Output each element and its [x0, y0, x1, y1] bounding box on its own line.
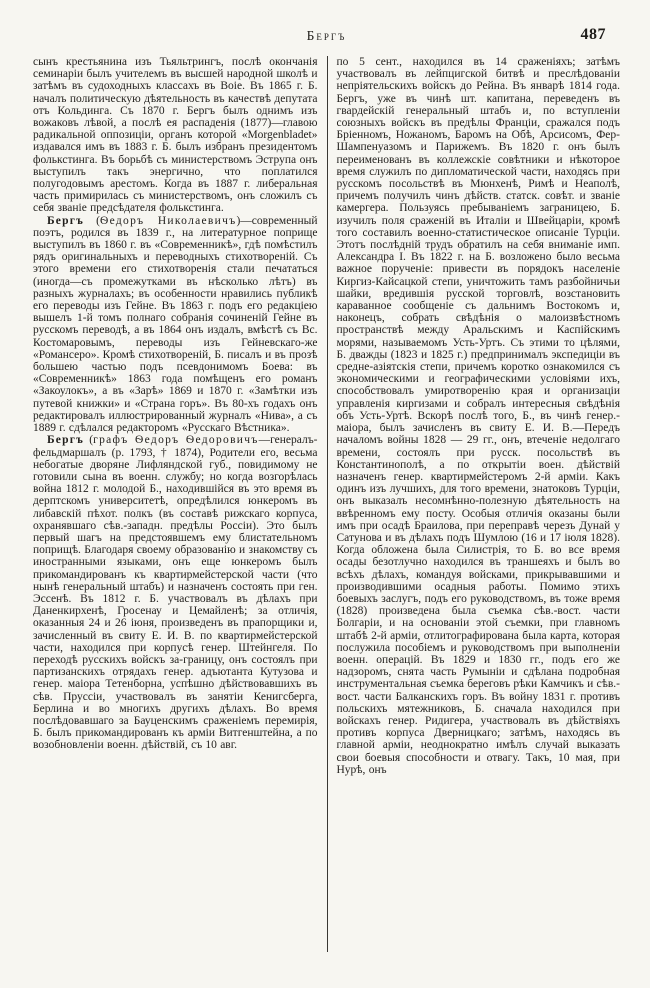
running-title: Бергъ — [306, 28, 347, 43]
paragraph-text: современный поэтъ, родился въ 1839 г., на литературное поприще выступилъ въ 1860 г. въ «Современникѣ», гдѣ помѣстилъ рядъ оригинальныхъ и переводныхъ стихотвореній. Съ этого времени его стихотворенія стали печататься (иногда—съ промежутками въ нѣсколько лѣтъ) въ разныхъ журналахъ; въ особенности нравились публикѣ его переводы изъ Гейне. Въ 1863 г. подъ его редакціею вышелъ 1-й томъ полнаго собранія сочиненій Гейне въ русскомъ переводѣ, а въ 1864 онъ издалъ, вмѣстѣ съ Вс. Костомаровымъ, переводы изъ Гейневскаго-же «Романсеро». Кромѣ стихотвореній, Б. писалъ и въ прозѣ большею частью подъ псевдонимомъ Боева: въ «Современникѣ» 1863 года помѣщенъ его романъ «Закоулокъ», а въ «Зарѣ» 1869 и 1870 г. «Замѣтки изъ путевой книжки» и «Страна горъ». Въ 80-хъ годахъ онъ редактировалъ иллюстрированный журналъ «Нива», а съ 1889 г. сдѣлался редакторомъ «Русскаго Вѣстника». — [33, 214, 318, 435]
two-column-body — [33, 56, 620, 952]
right-column — [327, 56, 621, 952]
paragraph-text: сынъ крестьянина изъ Тьяльтрингъ, послѣ окончанія семинаріи былъ учителемъ въ высшей народной школѣ и затѣмъ въ судоходныхъ классахъ въ Boie. Въ 1865 г. Б. началъ политическую дѣятельность въ качествѣ депутата отъ Кольдинга. Съ 1870 г. Бергъ былъ однимъ изъ вожаковъ лѣвой, а послѣ ея распаденія (1877)—главою радикальной оппозиціи, органъ которой «Morgenbladet» издавался имъ въ 1883 г. Б. былъ избранъ президентомъ фолькстинга. Въ борьбѣ съ министерствомъ Эструпа онъ выступилъ такъ энергично, что поплатился полугодовымъ арестомъ. Когда въ 1887 г. либеральная часть примирилась съ министерствомъ, онъ сложилъ съ себя званіе предсѣдателя фолькстинга. — [33, 56, 318, 215]
entry-headword: Бергъ — [47, 434, 85, 447]
paragraph-text: генералъ-фельдмаршалъ (р. 1793, † 1874), Родители его, весьма небогатые дворяне Лифляндской губ., повидимому не готовили сына въ военн. службу; но когда возгорѣлась война 1812 г. молодой Б., находившійся въ это время въ дерптскомъ университетѣ, опредѣлился юнкеромъ въ либавскій пѣхот. полкъ (въ составѣ рижскаго корпуса, охранявшаго сѣв.-западн. предѣлы Россіи). Это былъ первый шагъ на предстоявшемъ ему блистательномъ поприщѣ. Благодаря своему образованію и знакомству съ иностранными языками, онъ еще юнкеромъ былъ прикомандированъ къ квартирмейстерской части (что нынѣ генеральный штабъ) и назначенъ состоять при ген. Эссенѣ. Въ 1812 г. Б. участвовалъ въ дѣлахъ при Даненкирхенѣ, Гросенау и Цемайленѣ; за отличія, оказанныя 24 и 26 іюня, произведенъ въ прапорщики и, зачисленный въ свиту Е. И. В. по квартирмейстерской части, находился при корпусѣ генер. Штейнгеля. По переходѣ русскихъ войскъ за-границу, онъ состоялъ при партизанскихъ отрядахъ генер. адъютанта Кутузова и генер. маіора Тетенборна, успѣшно дѣйствовавшихъ въ сѣв. Пруссіи, участвовалъ въ занятіи Кенигсберга, Берлина и во многихъ другихъ дѣлахъ. Во время послѣдовавшаго за Бауценскимъ сраженіемъ перемирія, Б. былъ прикомандированъ къ арміи Витгенштейна, а по возобновленіи военн. дѣйствій, съ 10 авг. — [33, 434, 318, 752]
paragraph-berg-danish-politician-continuation — [33, 56, 318, 215]
paragraph-text: по 5 сент., находился въ 14 сраженіяхъ; затѣмъ участвовалъ въ лейпцигской битвѣ и преслѣдованіи непріятельскихъ войскъ до Рейна. Въ январѣ 1814 года. Бергъ, уже въ чинѣ шт. капитана, переведенъ въ гвардейскій генеральный штабъ и, по вступленіи союзныхъ войскъ въ предѣлы Франціи, сражался подъ Бріенномъ, Ножаномъ, Баромъ на Обѣ, Арсисомъ, Фер-Шампенуазомъ и Парижемъ. Въ 1820 г. онъ былъ переименованъ въ коллежскіе совѣтники и нѣкоторое время служилъ по дипломатической части, находясь при русскомъ посольствѣ въ Мюнхенѣ, Римѣ и Неаполѣ, причемъ получилъ чинъ дѣйств. статск. совѣт. и званіе камергера. Пользуясь пребываніемъ заграницею, Б. изучилъ поля сраженій въ Италіи и Швейцаріи, кромѣ того составилъ военно-статистическое описаніе Турціи. Этотъ послѣдній трудъ обратилъ на себя вниманіе имп. Александра I. Въ 1822 г. на Б. возложено было весьма важное порученіе: привести въ порядокъ населеніе Киргиз-Кайсацкой степи, уничтожить тамъ разбойничьи шайки, вредившія русской торговлѣ, возстановить караванное сообщеніе съ дальнимъ Востокомъ и, наконецъ, собрать свѣдѣнія о малоизвѣстномъ пространствѣ между Аральскимъ и Каспійскимъ морями, называемомъ Усть-Уртъ. Съ этими то цѣлями, Б. дважды (1823 и 1825 г.) предпринималъ экспедиціи въ средне-азіятскія степи, причемъ коротко ознакомился съ экономическими и географическими условіями ихъ, способствовалъ умиротворенію края и организаціи управленія киргизами и собралъ интересныя свѣдѣнія объ Усть-Уртѣ. Вскорѣ послѣ того, Б., въ чинѣ генер.-маіора, былъ зачисленъ въ свиту Е. И. В.—Передъ началомъ войны 1828 — 29 гг., онъ, втеченіе недолгаго времени, состоялъ при русск. посольствѣ въ Константинополѣ, а по открытіи воен. дѣйствій назначенъ генер. квартирмейстеромъ 2-й арміи. Какъ одинъ изъ лучшихъ, для того времени, знатоковъ Турціи, онъ выказалъ несомнѣнно-полезную дѣятельность на ввѣренномъ ему посту. Особыя отличія оказаны были имъ при осадѣ Браилова, при переправѣ черезъ Дунай у Сатунова и въ дѣлахъ подъ Шумлою (16 и 17 іюля 1828). Когда обложена была Силистрія, то Б. во все время осады безотлучно находился въ траншеяхъ и былъ во всѣхъ дѣлахъ, командуя войсками, прикрывавшими и производившими осадныя работы. Помимо этихъ боевыхъ заслугъ, подъ его руководствомъ, въ тоже время (1828) произведена была съемка сѣв.-вост. части Болгаріи, и на основаніи этой съемки, при главномъ штабѣ 2-й арміи, отлитографирована была карта, которая послужила пособіемъ и руководствомъ при выполненіи военн. операцій. Въ 1829 и 1830 гг., подъ его же надзоромъ, снята часть Румыніи и сдѣлана подробная инструментальная съемка береговъ рѣки Камчикъ и сѣв.-вост. части Балканскихъ горъ. Въ войну 1831 г. противъ польскихъ мятежниковъ, Б. сначала находился при войскахъ генер. Ридигера, участвовалъ въ дѣйствіяхъ противъ корпуса Дверницкаго; затѣмъ, находясь въ главной арміи, неоднократно имѣлъ случай выказать свои боевыя способности и отвагу. Такъ, 10 мая, при Нурѣ, онъ — [336, 56, 620, 776]
left-column — [33, 56, 327, 952]
page-header — [33, 28, 620, 52]
entry-separator: — — [258, 434, 271, 447]
entry-headword: Бергъ — [47, 214, 85, 227]
entry-person-name: графъ Ѳедоръ Ѳедоровичъ — [93, 434, 259, 447]
page-number: 487 — [580, 26, 606, 43]
paragraph-berg-field-marshal-continuation — [337, 56, 621, 776]
entry-separator: ( — [84, 214, 101, 227]
entry-person-name: Ѳедоръ Николаевичъ — [100, 214, 237, 227]
entry-berg-field-marshal — [33, 434, 318, 751]
entry-separator: ( — [84, 434, 94, 447]
entry-separator: )— — [236, 214, 252, 227]
entry-berg-poet — [33, 215, 318, 435]
